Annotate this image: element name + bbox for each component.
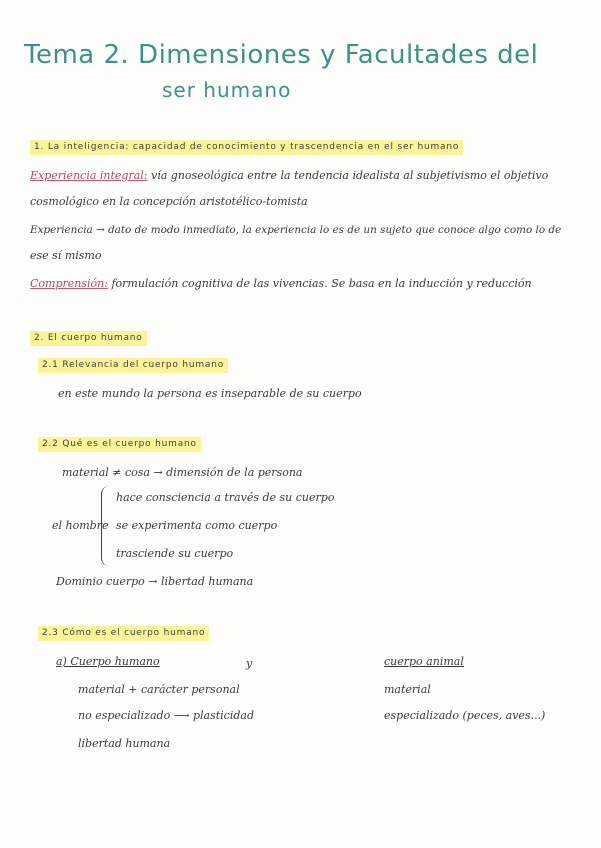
curly-brace: [101, 486, 112, 566]
section1-line-1: [30, 168, 548, 184]
section2-1-heading: 2.1 Relevancia del cuerpo humano: [38, 358, 228, 373]
section1-line-5: [30, 276, 532, 292]
term-experiencia-integral: Experiencia integral:: [30, 169, 148, 182]
brace-item-2: se experimenta como cuerpo: [116, 519, 278, 532]
left-item-2: no especializado ⟶ plasticidad: [78, 709, 254, 722]
section2-2-line1: material ≠ cosa → dimensión de la persona: [62, 466, 303, 479]
section1-line-3: Experiencia → dato de modo inmediato, la experiencia lo es de un sujeto que conoce algo como lo de: [30, 224, 562, 236]
left-item-1: material + carácter personal: [78, 683, 240, 696]
term-comprension: Comprensión:: [30, 277, 108, 290]
brace-item-1: hace consciencia a través de su cuerpo: [116, 491, 335, 504]
line-1-text: vía gnoseológica entre la tendencia idealista al subjetivismo el objetivo: [151, 169, 549, 182]
section2-1-text: en este mundo la persona es inseparable de su cuerpo: [58, 387, 362, 400]
section1-line-2: cosmológico en la concepción aristotélico-tomista: [30, 195, 308, 208]
section1-line-4: ese sí mismo: [30, 249, 102, 262]
right-column-title: cuerpo animal: [384, 655, 464, 668]
section2-2-line2: Dominio cuerpo → libertad humana: [56, 575, 254, 588]
right-item-2: especializado (peces, aves...): [384, 709, 546, 722]
right-item-1: material: [384, 683, 431, 696]
section2-heading: 2. El cuerpo humano: [30, 331, 147, 346]
left-item-3: libertad humana: [78, 737, 171, 750]
brace-label: el hombre: [52, 519, 109, 532]
brace-item-3: trasciende su cuerpo: [116, 547, 234, 560]
page-title: Tema 2. Dimensiones y Facultades del: [24, 40, 539, 70]
section2-3-heading: 2.3 Cómo es el cuerpo humano: [38, 626, 209, 641]
left-column-title: a) Cuerpo humano: [56, 655, 160, 668]
page-subtitle: ser humano: [162, 78, 292, 102]
connector-y: y: [246, 657, 253, 670]
section2-2-heading: 2.2 Qué es el cuerpo humano: [38, 437, 201, 452]
section1-heading: 1. La inteligencia: capacidad de conocimiento y trascendencia en el ser humano: [30, 140, 463, 155]
line-5-text: formulación cognitiva de las vivencias. Se basa en la inducción y reducción: [111, 277, 532, 290]
